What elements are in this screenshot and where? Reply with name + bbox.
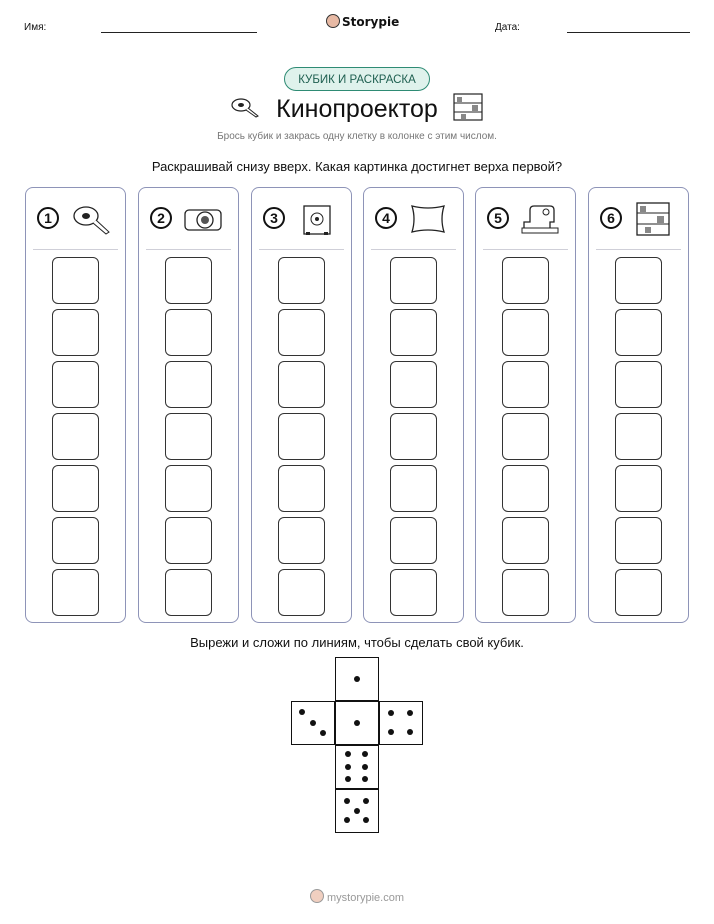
dice-pip <box>310 720 316 726</box>
color-cell[interactable] <box>278 517 325 564</box>
column-number: 4 <box>375 207 397 229</box>
color-cell[interactable] <box>52 361 99 408</box>
name-line[interactable] <box>101 32 257 33</box>
bear-icon <box>326 14 340 28</box>
projector-icon <box>183 202 223 236</box>
column-3 <box>251 187 352 623</box>
dice-pip <box>407 710 413 716</box>
color-cell[interactable] <box>278 465 325 512</box>
color-cell[interactable] <box>502 517 549 564</box>
column-number: 6 <box>600 207 622 229</box>
dice-pip <box>345 751 351 757</box>
dice-pip <box>344 817 350 823</box>
footer-url: mystorypie.com <box>326 892 405 904</box>
color-cell[interactable] <box>502 309 549 356</box>
game-instruction: Раскрашивай снизу вверх. Какая картинка достигнет верха первой? <box>151 159 563 174</box>
dice-pip <box>345 764 351 770</box>
color-cell[interactable] <box>390 309 437 356</box>
color-cell[interactable] <box>615 361 662 408</box>
dice-face <box>379 701 423 745</box>
sewing-machine-icon <box>520 202 560 236</box>
dice-pip <box>345 776 351 782</box>
dice-face <box>335 701 379 745</box>
safe-icon <box>296 202 336 236</box>
color-cell[interactable] <box>165 413 212 460</box>
dice-pip <box>354 808 360 814</box>
dice-pip <box>362 776 368 782</box>
color-cell[interactable] <box>52 465 99 512</box>
color-cell[interactable] <box>165 257 212 304</box>
dice-pip <box>320 730 326 736</box>
color-cell[interactable] <box>278 413 325 460</box>
film-reel-icon <box>70 202 110 236</box>
column-6 <box>588 187 689 623</box>
color-cell[interactable] <box>390 465 437 512</box>
color-cell[interactable] <box>52 309 99 356</box>
column-number: 5 <box>487 207 509 229</box>
color-cell[interactable] <box>165 465 212 512</box>
dice-pip <box>407 729 413 735</box>
column-4 <box>363 187 464 623</box>
date-line[interactable] <box>567 32 690 33</box>
page-title: Кинопроектор <box>276 95 438 123</box>
page-subtitle: Брось кубик и закрась одну клетку в колонке с этим числом. <box>217 131 497 142</box>
color-cell[interactable] <box>278 361 325 408</box>
column-divider <box>596 249 681 250</box>
color-cell[interactable] <box>615 413 662 460</box>
column-5 <box>475 187 576 623</box>
color-cell[interactable] <box>615 465 662 512</box>
column-number: 1 <box>37 207 59 229</box>
color-cell[interactable] <box>615 569 662 616</box>
color-cell[interactable] <box>502 361 549 408</box>
cut-instruction: Вырежи и сложи по линиям, чтобы сделать свой кубик. <box>190 635 524 650</box>
dice-pip <box>299 709 305 715</box>
shelf-icon <box>453 93 483 121</box>
color-cell[interactable] <box>165 569 212 616</box>
dice-pip <box>362 751 368 757</box>
color-cell[interactable] <box>390 361 437 408</box>
column-divider <box>33 249 118 250</box>
dice-pip <box>344 798 350 804</box>
screen-icon <box>408 202 448 236</box>
dice-face <box>335 789 379 833</box>
color-cell[interactable] <box>390 517 437 564</box>
column-1 <box>25 187 126 623</box>
dice-face <box>291 701 335 745</box>
bear-icon <box>310 889 324 903</box>
date-label: Дата: <box>495 22 520 33</box>
color-cell[interactable] <box>278 569 325 616</box>
color-cell[interactable] <box>502 465 549 512</box>
column-2 <box>138 187 239 623</box>
color-cell[interactable] <box>278 257 325 304</box>
dice-pip <box>363 817 369 823</box>
color-cell[interactable] <box>615 309 662 356</box>
column-number: 3 <box>263 207 285 229</box>
color-cell[interactable] <box>390 413 437 460</box>
category-badge: КУБИК И РАСКРАСКА <box>284 67 430 91</box>
color-cell[interactable] <box>390 257 437 304</box>
column-divider <box>483 249 568 250</box>
brand-logo <box>326 14 399 29</box>
color-cell[interactable] <box>52 413 99 460</box>
color-cell[interactable] <box>502 257 549 304</box>
dice-face <box>335 745 379 789</box>
column-divider <box>371 249 456 250</box>
color-cell[interactable] <box>502 413 549 460</box>
color-cell[interactable] <box>165 517 212 564</box>
dice-pip <box>362 764 368 770</box>
footer <box>0 889 714 904</box>
color-cell[interactable] <box>165 361 212 408</box>
color-cell[interactable] <box>52 257 99 304</box>
name-label: Имя: <box>24 22 47 33</box>
brand-name: Storypie <box>342 15 400 29</box>
dice-face <box>335 657 379 701</box>
color-cell[interactable] <box>502 569 549 616</box>
dice-pip <box>388 710 394 716</box>
dice-pip <box>363 798 369 804</box>
column-number: 2 <box>150 207 172 229</box>
color-cell[interactable] <box>52 569 99 616</box>
dice-pip <box>354 676 360 682</box>
column-divider <box>259 249 344 250</box>
color-cell[interactable] <box>165 309 212 356</box>
color-cell[interactable] <box>615 257 662 304</box>
dice-pip <box>388 729 394 735</box>
color-cell[interactable] <box>278 309 325 356</box>
color-cell[interactable] <box>390 569 437 616</box>
shelf-icon <box>633 202 673 236</box>
color-cell[interactable] <box>52 517 99 564</box>
column-divider <box>146 249 231 250</box>
dice-pip <box>354 720 360 726</box>
color-cell[interactable] <box>615 517 662 564</box>
